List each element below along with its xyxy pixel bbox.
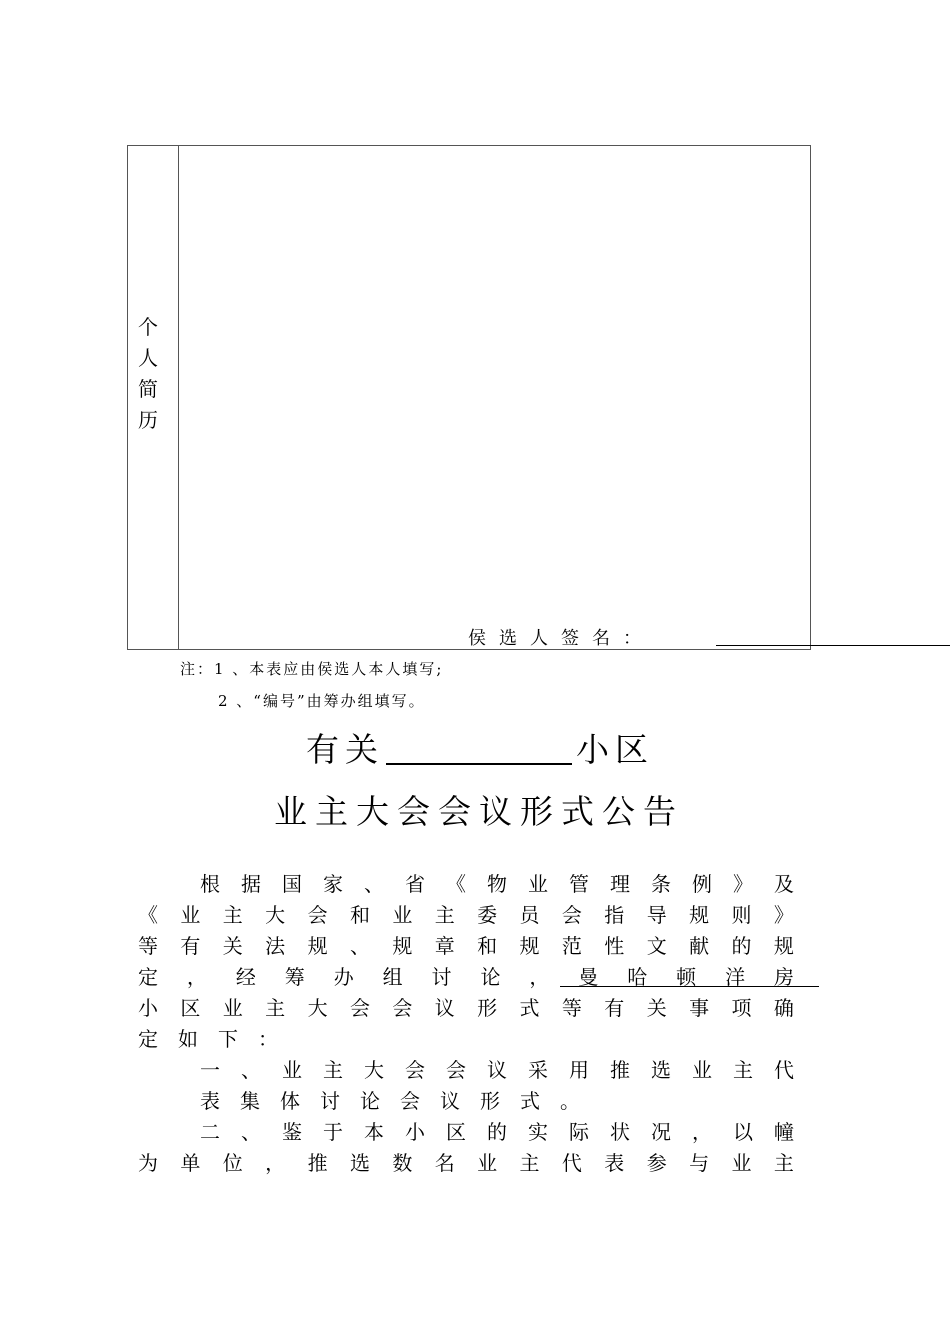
paragraph-line: 根 据 国 家 、 省 《 物 业 管 理 条 例 》 及 bbox=[200, 872, 794, 896]
page-title: 业主大会会议形式公告 bbox=[274, 792, 684, 831]
paragraph-line: 等 有 关 法 规 、 规 章 和 规 范 性 文 献 的 规 bbox=[138, 934, 794, 958]
paragraph-line: 表 集 体 讨 论 会 议 形 式 。 bbox=[200, 1089, 580, 1113]
side-label-char: 简 bbox=[138, 377, 158, 401]
note-2: 2 、“编号”由筹办组填写。 bbox=[218, 692, 426, 710]
paragraph-line: 一 、 业 主 大 会 会 议 采 用 推 选 业 主 代 bbox=[200, 1058, 794, 1082]
community-name-blank[interactable] bbox=[386, 763, 572, 765]
signature-field[interactable] bbox=[716, 645, 950, 646]
paragraph-line: 为 单 位 ， 推 选 数 名 业 主 代 表 参 与 业 主 bbox=[138, 1151, 794, 1175]
paragraph-line: 定 ， 经 筹 办 组 讨 论 ， 曼 哈 顿 洋 房 bbox=[138, 965, 794, 989]
title-suffix: 小区 bbox=[576, 730, 654, 769]
side-label-char: 历 bbox=[138, 408, 158, 432]
paragraph-line: 二 、 鉴 于 本 小 区 的 实 际 状 况 ， 以 幢 bbox=[200, 1120, 794, 1144]
paragraph-line: 定 如 下 ： bbox=[138, 1027, 278, 1051]
side-label-char: 人 bbox=[138, 346, 158, 370]
signature-label: 侯选人签名： bbox=[468, 628, 654, 649]
paragraph-line: 小 区 业 主 大 会 会 议 形 式 等 有 关 事 项 确 bbox=[138, 996, 794, 1020]
note-1: 注：1 、本表应由侯选人本人填写; bbox=[180, 660, 444, 678]
side-label-char: 个 bbox=[138, 315, 158, 339]
title-prefix: 有关 bbox=[306, 730, 384, 769]
resume-table bbox=[127, 145, 811, 650]
paragraph-line: 《 业 主 大 会 和 业 主 委 员 会 指 导 规 则 》 bbox=[138, 903, 794, 927]
community-name-underline bbox=[560, 986, 819, 987]
resume-side-label bbox=[136, 312, 160, 436]
table-column-divider bbox=[178, 145, 179, 650]
